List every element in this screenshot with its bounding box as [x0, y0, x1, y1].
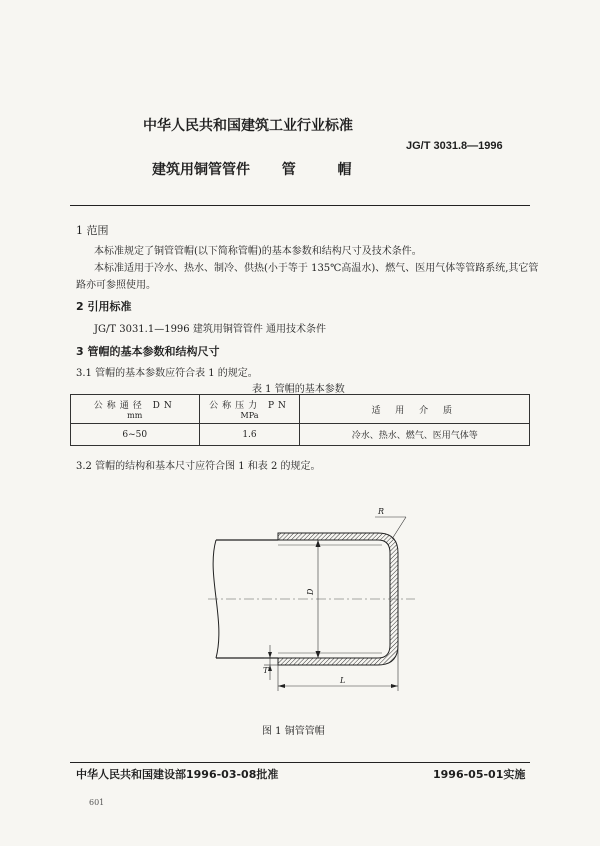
header-dn-unit: mm	[127, 411, 143, 420]
table-1	[70, 394, 530, 446]
page-number: 601	[89, 798, 105, 807]
section-2-heading: 2 引用标准	[76, 300, 132, 313]
clause-3-1: 3.1 管帽的基本参数应符合表 1 的规定。	[76, 368, 258, 379]
figure-1-drawing	[200, 495, 430, 710]
title-main: 建筑用铜管管件	[152, 162, 250, 178]
header-pn-label: 公称压力 PN	[209, 401, 290, 411]
approval-line: 中华人民共和国建设部1996-03-08批准	[76, 768, 279, 781]
header-pn-unit: MPa	[240, 411, 259, 420]
label-t: T	[263, 666, 269, 675]
figure-1-caption: 图 1 铜管管帽	[262, 726, 325, 737]
label-d: D	[306, 588, 315, 595]
footer-divider	[70, 762, 530, 763]
implementation-date: 1996-05-01实施	[433, 768, 526, 781]
header-cell-pn	[199, 395, 300, 424]
title-part2: 帽	[337, 162, 352, 178]
label-r: R	[378, 507, 385, 516]
label-l: L	[340, 676, 346, 685]
cell-pn: 1.6	[199, 424, 300, 446]
table-row	[71, 424, 530, 446]
cell-media: 冷水、热水、燃气、医用气体等	[300, 424, 530, 446]
section-3-heading: 3 管帽的基本参数和结构尺寸	[76, 345, 220, 358]
cell-dn: 6~50	[71, 424, 200, 446]
header-cell-media: 适 用 介 质	[300, 395, 530, 424]
header-divider	[70, 205, 530, 206]
title-part1: 管	[281, 162, 296, 178]
section-1-heading: 1 范围	[76, 224, 109, 237]
document-title	[152, 159, 352, 179]
issuer-title: 中华人民共和国建筑工业行业标准	[143, 118, 353, 134]
section-1-paragraph-2-line-1: 本标准适用于冷水、热水、制冷、供热(小于等于 135℃高温水)、燃气、医用气体等管路系统,其它管	[94, 263, 539, 274]
header-cell-dn	[71, 395, 200, 424]
section-1-paragraph-1: 本标准规定了铜管管帽(以下简称管帽)的基本参数和结构尺寸及技术条件。	[94, 246, 422, 257]
section-2-reference: JG/T 3031.1—1996 建筑用铜管管件 通用技术条件	[94, 324, 327, 335]
section-1-paragraph-2-line-2: 路亦可参照使用。	[76, 280, 156, 291]
header-dn-label: 公称通径 DN	[93, 401, 176, 411]
clause-3-2: 3.2 管帽的结构和基本尺寸应符合图 1 和表 2 的规定。	[76, 461, 321, 472]
table-1-caption: 表 1 管帽的基本参数	[252, 384, 345, 395]
table-header-row	[71, 395, 530, 424]
standard-code: JG/T 3031.8—1996	[406, 140, 503, 152]
